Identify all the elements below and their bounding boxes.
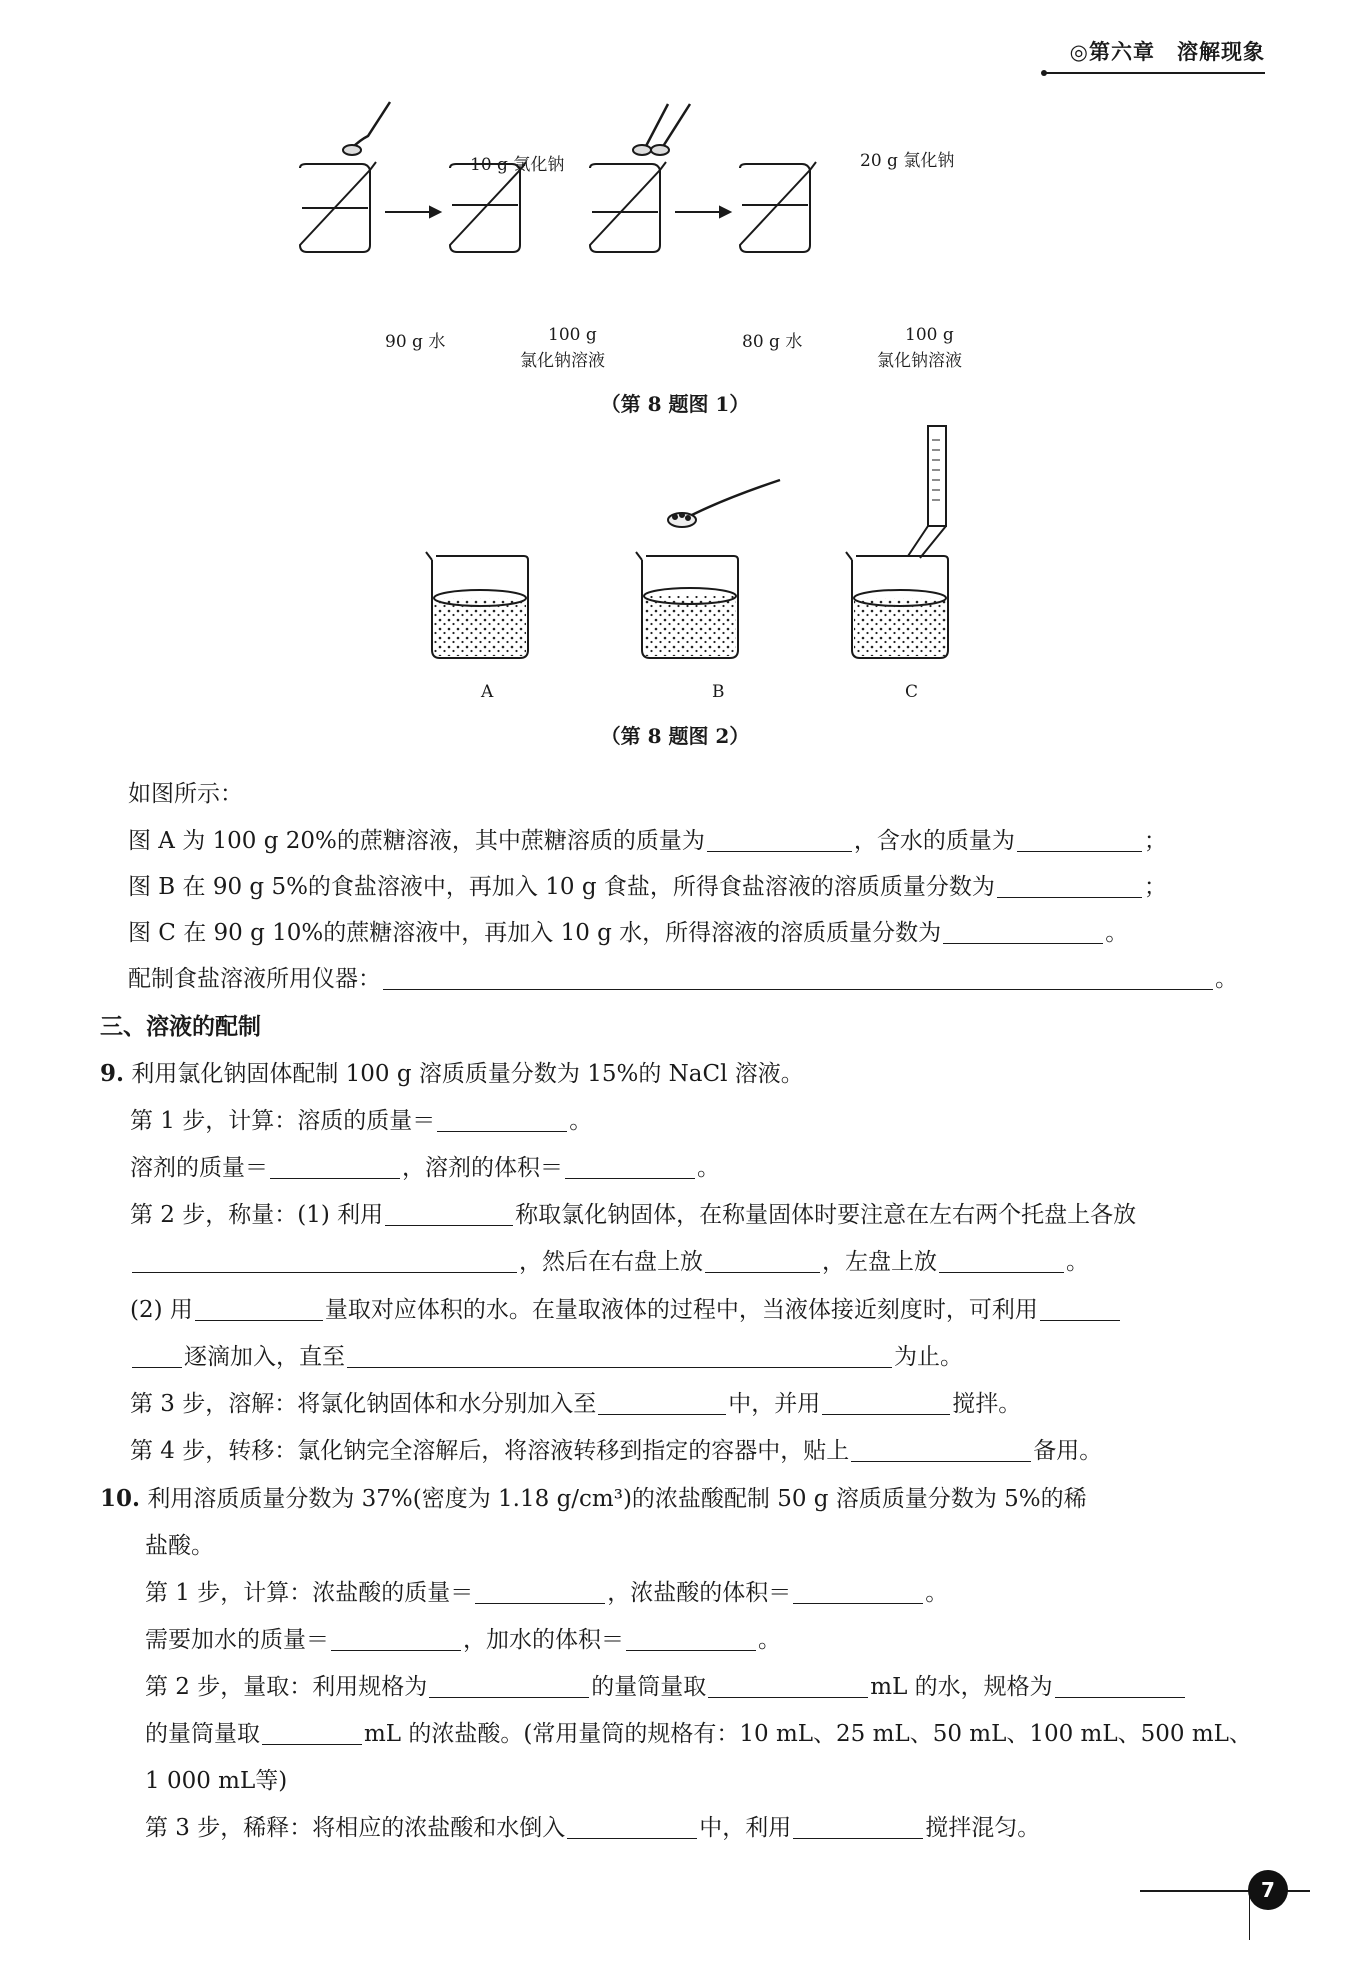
label-beaker-2a: 100 g bbox=[548, 325, 597, 345]
answer-blank-q9-stirrer[interactable] bbox=[822, 1390, 950, 1415]
answer-blank-q9-right[interactable] bbox=[705, 1248, 820, 1273]
q10-step1b: 需要加水的质量＝ ，加水的体积＝ 。 bbox=[145, 1627, 781, 1653]
q10-step3: 第 3 步，稀释：将相应的浓盐酸和水倒入 中，利用 搅拌混匀。 bbox=[145, 1815, 1041, 1841]
q10-step1a: 第 1 步，计算：浓盐酸的质量＝ ，浓盐酸的体积＝ 。 bbox=[145, 1580, 949, 1606]
answer-blank-q9-until[interactable] bbox=[347, 1343, 892, 1368]
label-b: B bbox=[712, 682, 725, 702]
answer-blank-q10-container[interactable] bbox=[567, 1814, 697, 1839]
answer-blank-q9-trays[interactable] bbox=[132, 1248, 517, 1273]
answer-blank-q9-balance[interactable] bbox=[385, 1201, 513, 1226]
label-beaker-3: 80 g 水 bbox=[742, 332, 803, 352]
answer-blank-q10-acid-volume[interactable] bbox=[793, 1579, 923, 1604]
q8-line-a: 图 A 为 100 g 20%的蔗糖溶液，其中蔗糖溶质的质量为 ，含水的质量为 ； bbox=[128, 828, 1167, 854]
q9-step3: 第 3 步，溶解：将氯化钠固体和水分别加入至 中，并用 搅拌。 bbox=[130, 1391, 1022, 1417]
header-rule bbox=[1045, 72, 1265, 74]
q10-step2c: 1 000 mL等) bbox=[145, 1768, 288, 1794]
answer-blank-d1[interactable] bbox=[383, 965, 1213, 990]
q10-step2a: 第 2 步，量取：利用规格为 的量筒量取 mL 的水，规格为 bbox=[145, 1668, 1187, 1701]
chapter-header: ◎第六章 溶解现象 bbox=[1069, 40, 1265, 64]
q9-step2b: ，然后在右盘上放 ，左盘上放 。 bbox=[130, 1243, 1089, 1276]
q9-step2c: (2) 用 量取对应体积的水。在量取液体的过程中，当液体接近刻度时，可利用 bbox=[130, 1291, 1122, 1324]
label-10g-nacl: 10 g 氯化钠 bbox=[470, 155, 565, 175]
page-number: 7 bbox=[1248, 1870, 1288, 1910]
answer-blank-q9-dropper-a[interactable] bbox=[1040, 1296, 1120, 1321]
q9-step2d: 逐滴加入，直至 为止。 bbox=[130, 1338, 963, 1371]
q8-line-c: 图 C 在 90 g 10%的蔗糖溶液中，再加入 10 g 水，所得溶液的溶质质量分数为 。 bbox=[128, 920, 1129, 946]
label-beaker-2b: 氯化钠溶液 bbox=[520, 351, 605, 371]
answer-blank-q10-water-ml[interactable] bbox=[708, 1673, 868, 1698]
q10-title-1: 10. 利用溶质质量分数为 37%(密度为 1.18 g/cm³)的浓盐酸配制 50 g 溶质质量分数为 5%的稀 bbox=[100, 1485, 1087, 1512]
q9-step4: 第 4 步，转移：氯化钠完全溶解后，将溶液转移到指定的容器中，贴上 备用。 bbox=[130, 1438, 1103, 1464]
answer-blank-q10-water-volume[interactable] bbox=[626, 1626, 756, 1651]
answer-blank-q9-solvent-volume[interactable] bbox=[565, 1154, 695, 1179]
answer-blank-q9-label[interactable] bbox=[851, 1437, 1031, 1462]
q8-line-d: 配制食盐溶液所用仪器： 。 bbox=[128, 966, 1238, 992]
answer-blank-c1[interactable] bbox=[943, 919, 1103, 944]
q9-step2a: 第 2 步，称量：(1) 利用 称取氯化钠固体，在称量固体时要注意在左右两个托盘上各放 bbox=[130, 1202, 1137, 1228]
q10-step2b: 的量筒量取 mL 的浓盐酸。(常用量筒的规格有：10 mL、25 mL、50 mL、100 mL、500 mL、 bbox=[145, 1721, 1252, 1747]
answer-blank-q10-stirrer[interactable] bbox=[793, 1814, 923, 1839]
answer-blank-q9-left[interactable] bbox=[939, 1248, 1064, 1273]
answer-blank-q10-cyl2[interactable] bbox=[1055, 1673, 1185, 1698]
label-c: C bbox=[905, 682, 919, 702]
figure-1-caption: （第 8 题图 1） bbox=[600, 392, 750, 416]
answer-blank-q10-acid-mass[interactable] bbox=[475, 1579, 605, 1604]
section-heading: 三、溶液的配制 bbox=[100, 1014, 261, 1040]
label-20g-nacl: 20 g 氯化钠 bbox=[860, 151, 955, 171]
figure-2-drawing bbox=[420, 420, 980, 690]
q9-step1b: 溶剂的质量＝ ，溶剂的体积＝ 。 bbox=[130, 1155, 720, 1181]
label-a: A bbox=[481, 682, 494, 702]
answer-blank-q10-cyl1[interactable] bbox=[429, 1673, 589, 1698]
label-beaker-4a: 100 g bbox=[905, 325, 954, 345]
answer-blank-q10-acid-ml[interactable] bbox=[262, 1720, 362, 1745]
answer-blank-q10-water-mass[interactable] bbox=[331, 1626, 461, 1651]
answer-blank-q9-container[interactable] bbox=[598, 1390, 726, 1415]
answer-blank-q9-solute[interactable] bbox=[437, 1107, 567, 1132]
answer-blank-a2[interactable] bbox=[1017, 827, 1142, 852]
q10-title-2: 盐酸。 bbox=[145, 1533, 214, 1559]
q9-title: 9. 利用氯化钠固体配制 100 g 溶质质量分数为 15%的 NaCl 溶液。 bbox=[100, 1060, 804, 1087]
answer-blank-b1[interactable] bbox=[997, 873, 1142, 898]
q8-line-b: 图 B 在 90 g 5%的食盐溶液中，再加入 10 g 食盐，所得食盐溶液的溶质质量分数为 ； bbox=[128, 874, 1167, 900]
q9-step1a: 第 1 步，计算：溶质的质量＝ 。 bbox=[130, 1108, 593, 1134]
q8-intro: 如图所示： bbox=[128, 781, 243, 807]
label-beaker-4b: 氯化钠溶液 bbox=[877, 351, 962, 371]
answer-blank-q9-cylinder[interactable] bbox=[195, 1296, 323, 1321]
answer-blank-a1[interactable] bbox=[707, 827, 852, 852]
label-beaker-1: 90 g 水 bbox=[385, 332, 446, 352]
answer-blank-q9-solvent-mass[interactable] bbox=[270, 1154, 400, 1179]
answer-blank-q9-dropper-b[interactable] bbox=[132, 1343, 182, 1368]
figure-2-caption: （第 8 题图 2） bbox=[600, 724, 750, 748]
